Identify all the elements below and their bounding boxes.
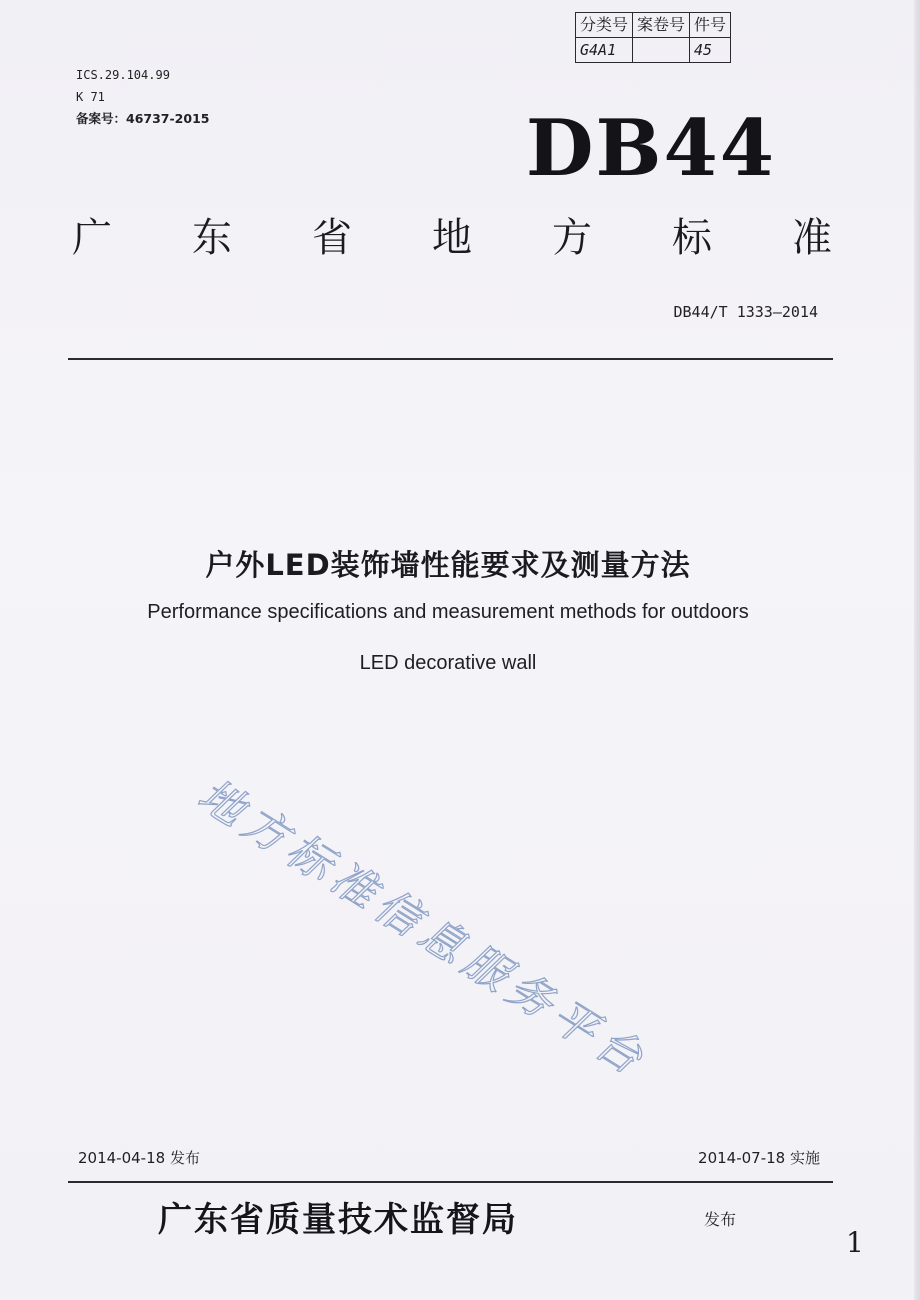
- watermark-text: 地方标准信息服务平台: [189, 769, 658, 1089]
- bottom-divider: [68, 1181, 833, 1183]
- standard-number: DB44/T 1333—2014: [673, 303, 818, 321]
- stamp-value-category: G4A1: [576, 38, 633, 63]
- heading-char: 省: [312, 215, 352, 261]
- ics-code: ICS.29.104.99: [76, 68, 170, 82]
- effective-date: 2014-07-18 实施: [698, 1149, 820, 1167]
- heading-char: 方: [552, 215, 592, 261]
- chinese-title: 户外LED装饰墙性能要求及测量方法: [205, 548, 691, 582]
- issued-label: 发布: [704, 1210, 737, 1229]
- page-number: 1: [846, 1226, 864, 1259]
- archive-stamp: [575, 12, 731, 63]
- top-divider: [68, 358, 833, 360]
- heading-char: 标: [672, 215, 712, 261]
- stamp-value-volume: [633, 38, 690, 63]
- english-title-line-1: Performance specifications and measurement methods for outdoors: [147, 601, 749, 623]
- heading-char: 广: [72, 215, 112, 261]
- heading-char: 地: [432, 215, 472, 261]
- standard-type-heading: [72, 210, 832, 266]
- stamp-header-item: 件号: [690, 13, 731, 38]
- heading-char: 东: [192, 215, 232, 261]
- ccs-code: K 71: [76, 90, 105, 104]
- classification-block: [76, 64, 209, 130]
- stamp-value-item: 45: [690, 38, 731, 63]
- stamp-header-row: [576, 13, 731, 38]
- publish-date: 2014-04-18 发布: [78, 1149, 200, 1167]
- issuing-authority: 广东省质量技术监督局: [158, 1200, 518, 1240]
- standard-code: DB44: [525, 103, 776, 194]
- filing-number: 备案号：46737-2015: [76, 111, 210, 126]
- page-edge-shadow: [914, 0, 920, 1300]
- heading-char: 准: [792, 215, 832, 261]
- stamp-header-category: 分类号: [576, 13, 633, 38]
- stamp-header-volume: 案卷号: [633, 13, 690, 38]
- stamp-value-row: [576, 38, 731, 63]
- english-title-line-2: LED decorative wall: [359, 652, 537, 674]
